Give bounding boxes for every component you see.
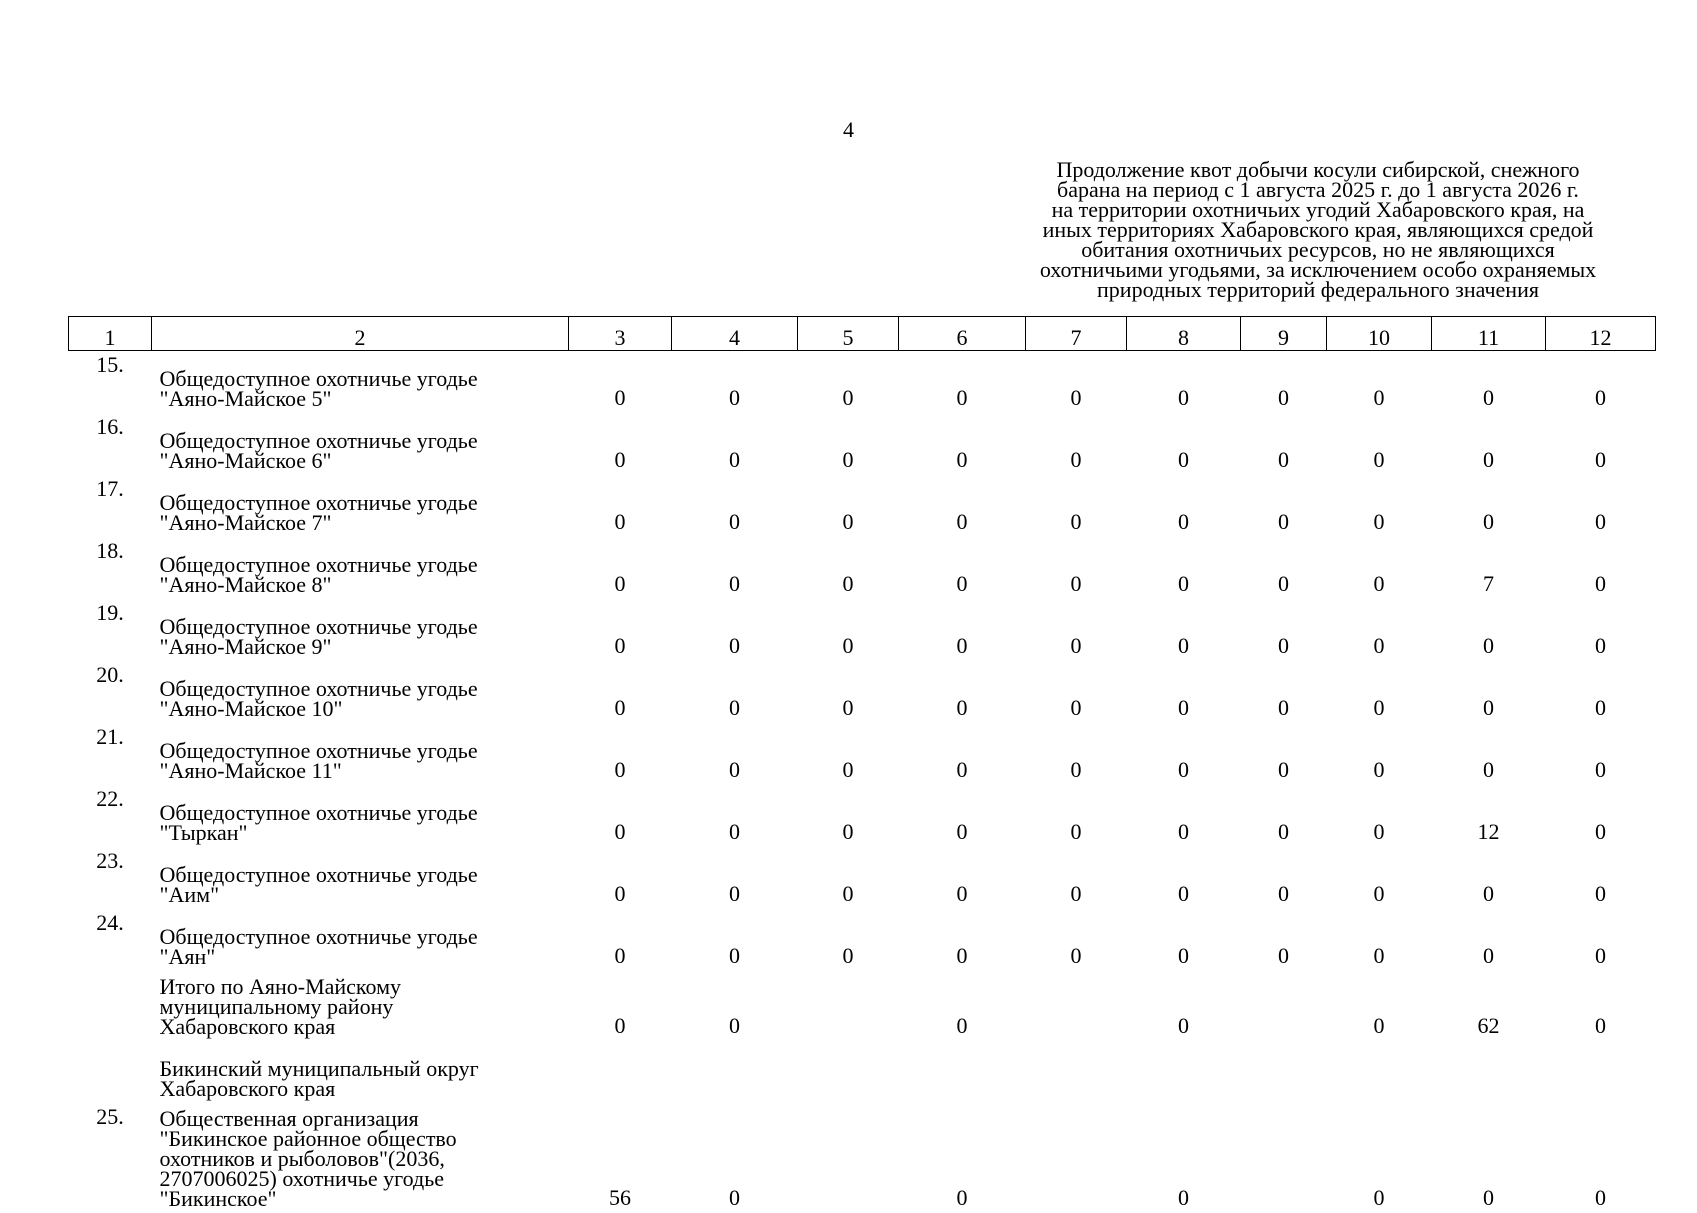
row-name xyxy=(152,661,569,723)
value-cell xyxy=(1546,1041,1656,1103)
value-cell: 0 xyxy=(1127,971,1241,1041)
table-row xyxy=(69,661,1656,723)
row-number: 17. xyxy=(69,475,152,537)
value-cell xyxy=(798,1041,899,1103)
table-row xyxy=(69,475,1656,537)
column-header: 11 xyxy=(1432,317,1546,351)
value-cell xyxy=(672,1041,798,1103)
row-name-line: Общедоступное охотничье угодье xyxy=(160,431,569,451)
row-name xyxy=(152,723,569,785)
value-cell: 0 xyxy=(899,785,1026,847)
value-cell: 0 xyxy=(1432,475,1546,537)
value-cell: 0 xyxy=(1241,351,1327,414)
value-cell: 0 xyxy=(1026,847,1127,909)
value-cell: 0 xyxy=(899,971,1026,1041)
value-cell: 0 xyxy=(1127,537,1241,599)
value-cell xyxy=(569,1041,672,1103)
row-name-line: "Аяно-Майское 9" xyxy=(160,637,569,657)
value-cell: 0 xyxy=(1432,413,1546,475)
caption-line: барана на период с 1 августа 2025 г. до 1 августа 2026 г. xyxy=(998,180,1638,200)
value-cell: 0 xyxy=(569,909,672,971)
value-cell: 0 xyxy=(1241,475,1327,537)
value-cell: 0 xyxy=(1026,413,1127,475)
value-cell: 0 xyxy=(1241,785,1327,847)
row-number: 18. xyxy=(69,537,152,599)
value-cell: 0 xyxy=(1327,537,1432,599)
value-cell: 0 xyxy=(569,847,672,909)
column-header: 1 xyxy=(69,317,152,351)
value-cell: 0 xyxy=(798,661,899,723)
value-cell: 0 xyxy=(569,785,672,847)
value-cell: 0 xyxy=(1327,971,1432,1041)
value-cell: 0 xyxy=(1026,661,1127,723)
column-header: 10 xyxy=(1327,317,1432,351)
value-cell xyxy=(1241,1103,1327,1213)
caption-line: на территории охотничьих угодий Хабаровского края, на xyxy=(998,200,1638,220)
caption-line: иных территориях Хабаровского края, являющихся средой xyxy=(998,220,1638,240)
value-cell xyxy=(1127,1041,1241,1103)
value-cell: 0 xyxy=(672,413,798,475)
value-cell: 0 xyxy=(1026,537,1127,599)
value-cell: 0 xyxy=(1026,909,1127,971)
column-header: 2 xyxy=(152,317,569,351)
value-cell: 0 xyxy=(1546,909,1656,971)
row-name-line: 2707006025) охотничье угодье xyxy=(160,1169,569,1189)
value-cell: 0 xyxy=(1127,1103,1241,1213)
row-name-line: "Бикинское районное общество xyxy=(160,1129,569,1149)
value-cell: 0 xyxy=(899,723,1026,785)
value-cell: 0 xyxy=(672,909,798,971)
column-header: 6 xyxy=(899,317,1026,351)
row-number xyxy=(69,1041,152,1103)
row-name-line: Общественная организация xyxy=(160,1109,569,1129)
value-cell: 0 xyxy=(798,537,899,599)
value-cell: 0 xyxy=(899,847,1026,909)
value-cell: 0 xyxy=(569,723,672,785)
column-header: 7 xyxy=(1026,317,1127,351)
table-row xyxy=(69,909,1656,971)
value-cell: 0 xyxy=(672,847,798,909)
row-number xyxy=(69,971,152,1041)
value-cell: 0 xyxy=(1432,909,1546,971)
value-cell: 0 xyxy=(1327,599,1432,661)
value-cell: 0 xyxy=(798,847,899,909)
value-cell: 0 xyxy=(1241,413,1327,475)
value-cell: 0 xyxy=(1127,599,1241,661)
value-cell: 0 xyxy=(1241,909,1327,971)
value-cell: 0 xyxy=(1127,847,1241,909)
value-cell: 0 xyxy=(899,413,1026,475)
value-cell: 0 xyxy=(1432,1103,1546,1213)
row-name-line: Итого по Аяно-Майскому xyxy=(160,977,569,997)
value-cell: 0 xyxy=(1432,599,1546,661)
row-number: 20. xyxy=(69,661,152,723)
value-cell: 0 xyxy=(899,537,1026,599)
row-name-line: "Аян" xyxy=(160,947,569,967)
value-cell: 0 xyxy=(899,599,1026,661)
row-number: 22. xyxy=(69,785,152,847)
value-cell: 0 xyxy=(798,413,899,475)
value-cell: 0 xyxy=(1546,1103,1656,1213)
caption-line: природных территорий федерального значения xyxy=(998,280,1638,300)
value-cell: 0 xyxy=(1241,537,1327,599)
column-header: 12 xyxy=(1546,317,1656,351)
row-name-line: Общедоступное охотничье угодье xyxy=(160,493,569,513)
row-name xyxy=(152,599,569,661)
value-cell: 0 xyxy=(1241,599,1327,661)
value-cell: 0 xyxy=(1026,599,1127,661)
table-row xyxy=(69,1103,1656,1213)
value-cell: 0 xyxy=(899,661,1026,723)
row-name xyxy=(152,909,569,971)
value-cell: 0 xyxy=(1546,785,1656,847)
value-cell: 0 xyxy=(1241,723,1327,785)
value-cell: 0 xyxy=(672,971,798,1041)
value-cell: 0 xyxy=(569,413,672,475)
value-cell: 0 xyxy=(1327,909,1432,971)
value-cell: 0 xyxy=(1327,351,1432,414)
column-header: 5 xyxy=(798,317,899,351)
value-cell: 0 xyxy=(569,475,672,537)
row-name-line: "Аяно-Майское 10" xyxy=(160,699,569,719)
caption-line: охотничьими угодьями, за исключением особо охраняемых xyxy=(998,260,1638,280)
value-cell: 7 xyxy=(1432,537,1546,599)
value-cell: 0 xyxy=(1327,413,1432,475)
value-cell: 0 xyxy=(1241,847,1327,909)
value-cell xyxy=(1241,971,1327,1041)
row-number: 16. xyxy=(69,413,152,475)
column-header: 8 xyxy=(1127,317,1241,351)
row-name-line: "Аяно-Майское 7" xyxy=(160,513,569,533)
row-name-line: Хабаровского края xyxy=(160,1017,569,1037)
row-name-line: охотников и рыболовов"(2036, xyxy=(160,1149,569,1169)
caption-line: Продолжение квот добычи косули сибирской, снежного xyxy=(998,160,1638,180)
row-name-line: "Аим" xyxy=(160,885,569,905)
row-name-line: "Аяно-Майское 6" xyxy=(160,451,569,471)
table-body xyxy=(69,351,1656,1213)
table-row xyxy=(69,785,1656,847)
row-name xyxy=(152,785,569,847)
quota-table xyxy=(68,316,1656,1213)
value-cell: 0 xyxy=(1546,723,1656,785)
table-row xyxy=(69,1041,1656,1103)
row-name-line: "Аяно-Майское 11" xyxy=(160,761,569,781)
row-name-line: Общедоступное охотничье угодье xyxy=(160,679,569,699)
table-row xyxy=(69,413,1656,475)
value-cell xyxy=(1026,1041,1127,1103)
value-cell: 62 xyxy=(1432,971,1546,1041)
value-cell: 0 xyxy=(1546,537,1656,599)
value-cell: 12 xyxy=(1432,785,1546,847)
value-cell: 0 xyxy=(899,909,1026,971)
row-number: 24. xyxy=(69,909,152,971)
value-cell: 0 xyxy=(1127,723,1241,785)
value-cell: 56 xyxy=(569,1103,672,1213)
value-cell: 0 xyxy=(569,351,672,414)
row-name xyxy=(152,971,569,1041)
value-cell: 0 xyxy=(1546,661,1656,723)
value-cell: 0 xyxy=(1546,971,1656,1041)
value-cell: 0 xyxy=(1327,475,1432,537)
column-number-header xyxy=(69,317,1656,351)
row-name-line: муниципальному району xyxy=(160,997,569,1017)
value-cell: 0 xyxy=(798,351,899,414)
value-cell xyxy=(1026,1103,1127,1213)
value-cell: 0 xyxy=(672,599,798,661)
value-cell: 0 xyxy=(1127,785,1241,847)
value-cell: 0 xyxy=(1327,723,1432,785)
value-cell xyxy=(1241,1041,1327,1103)
row-name xyxy=(152,847,569,909)
row-name-line: Общедоступное охотничье угодье xyxy=(160,865,569,885)
value-cell: 0 xyxy=(899,475,1026,537)
value-cell xyxy=(1026,971,1127,1041)
value-cell: 0 xyxy=(569,537,672,599)
value-cell: 0 xyxy=(1026,785,1127,847)
value-cell: 0 xyxy=(672,661,798,723)
value-cell: 0 xyxy=(1546,351,1656,414)
table-row xyxy=(69,847,1656,909)
value-cell: 0 xyxy=(1546,599,1656,661)
value-cell xyxy=(1327,1041,1432,1103)
row-name-line: Общедоступное охотничье угодье xyxy=(160,369,569,389)
value-cell: 0 xyxy=(672,785,798,847)
row-name-line: "Аяно-Майское 5" xyxy=(160,389,569,409)
value-cell: 0 xyxy=(798,723,899,785)
row-name-line: "Аяно-Майское 8" xyxy=(160,575,569,595)
row-number: 25. xyxy=(69,1103,152,1213)
value-cell: 0 xyxy=(672,351,798,414)
value-cell xyxy=(899,1041,1026,1103)
value-cell: 0 xyxy=(798,599,899,661)
value-cell: 0 xyxy=(1127,661,1241,723)
table-row xyxy=(69,537,1656,599)
row-number: 19. xyxy=(69,599,152,661)
row-number: 21. xyxy=(69,723,152,785)
value-cell: 0 xyxy=(798,909,899,971)
row-name xyxy=(152,537,569,599)
value-cell: 0 xyxy=(672,723,798,785)
value-cell: 0 xyxy=(899,1103,1026,1213)
value-cell: 0 xyxy=(1432,723,1546,785)
row-name-line: Общедоступное охотничье угодье xyxy=(160,555,569,575)
row-name xyxy=(152,351,569,414)
caption-line: обитания охотничьих ресурсов, но не являющихся xyxy=(998,240,1638,260)
row-name xyxy=(152,1103,569,1213)
value-cell: 0 xyxy=(1546,413,1656,475)
row-name-line: Хабаровского края xyxy=(160,1079,569,1099)
value-cell: 0 xyxy=(672,475,798,537)
value-cell: 0 xyxy=(569,661,672,723)
value-cell: 0 xyxy=(1127,413,1241,475)
column-header: 4 xyxy=(672,317,798,351)
value-cell: 0 xyxy=(672,537,798,599)
row-number: 23. xyxy=(69,847,152,909)
value-cell: 0 xyxy=(1327,847,1432,909)
table-caption xyxy=(998,160,1638,300)
value-cell: 0 xyxy=(1432,351,1546,414)
row-name xyxy=(152,1041,569,1103)
column-header: 3 xyxy=(569,317,672,351)
value-cell: 0 xyxy=(1026,723,1127,785)
value-cell xyxy=(1432,1041,1546,1103)
value-cell: 0 xyxy=(1241,661,1327,723)
value-cell: 0 xyxy=(1327,1103,1432,1213)
value-cell: 0 xyxy=(1432,661,1546,723)
value-cell: 0 xyxy=(1026,475,1127,537)
page-number: 4 xyxy=(0,117,1697,143)
row-name-line: Бикинский муниципальный округ xyxy=(160,1059,569,1079)
row-name-line: Общедоступное охотничье угодье xyxy=(160,617,569,637)
value-cell: 0 xyxy=(1327,785,1432,847)
table-row xyxy=(69,971,1656,1041)
table-row xyxy=(69,723,1656,785)
value-cell: 0 xyxy=(1026,351,1127,414)
row-number: 15. xyxy=(69,351,152,414)
value-cell: 0 xyxy=(569,599,672,661)
value-cell xyxy=(798,971,899,1041)
value-cell: 0 xyxy=(798,475,899,537)
value-cell: 0 xyxy=(798,785,899,847)
row-name-line: Общедоступное охотничье угодье xyxy=(160,927,569,947)
table-row xyxy=(69,599,1656,661)
value-cell: 0 xyxy=(1327,661,1432,723)
value-cell: 0 xyxy=(1127,909,1241,971)
row-name xyxy=(152,475,569,537)
value-cell: 0 xyxy=(1127,475,1241,537)
value-cell: 0 xyxy=(899,351,1026,414)
row-name xyxy=(152,413,569,475)
table-row xyxy=(69,351,1656,414)
value-cell: 0 xyxy=(1546,475,1656,537)
value-cell: 0 xyxy=(1432,847,1546,909)
value-cell: 0 xyxy=(672,1103,798,1213)
value-cell xyxy=(798,1103,899,1213)
row-name-line: "Тыркан" xyxy=(160,823,569,843)
column-header: 9 xyxy=(1241,317,1327,351)
value-cell: 0 xyxy=(569,971,672,1041)
row-name-line: "Бикинское" xyxy=(160,1189,569,1209)
row-name-line: Общедоступное охотничье угодье xyxy=(160,741,569,761)
value-cell: 0 xyxy=(1127,351,1241,414)
row-name-line: Общедоступное охотничье угодье xyxy=(160,803,569,823)
value-cell: 0 xyxy=(1546,847,1656,909)
